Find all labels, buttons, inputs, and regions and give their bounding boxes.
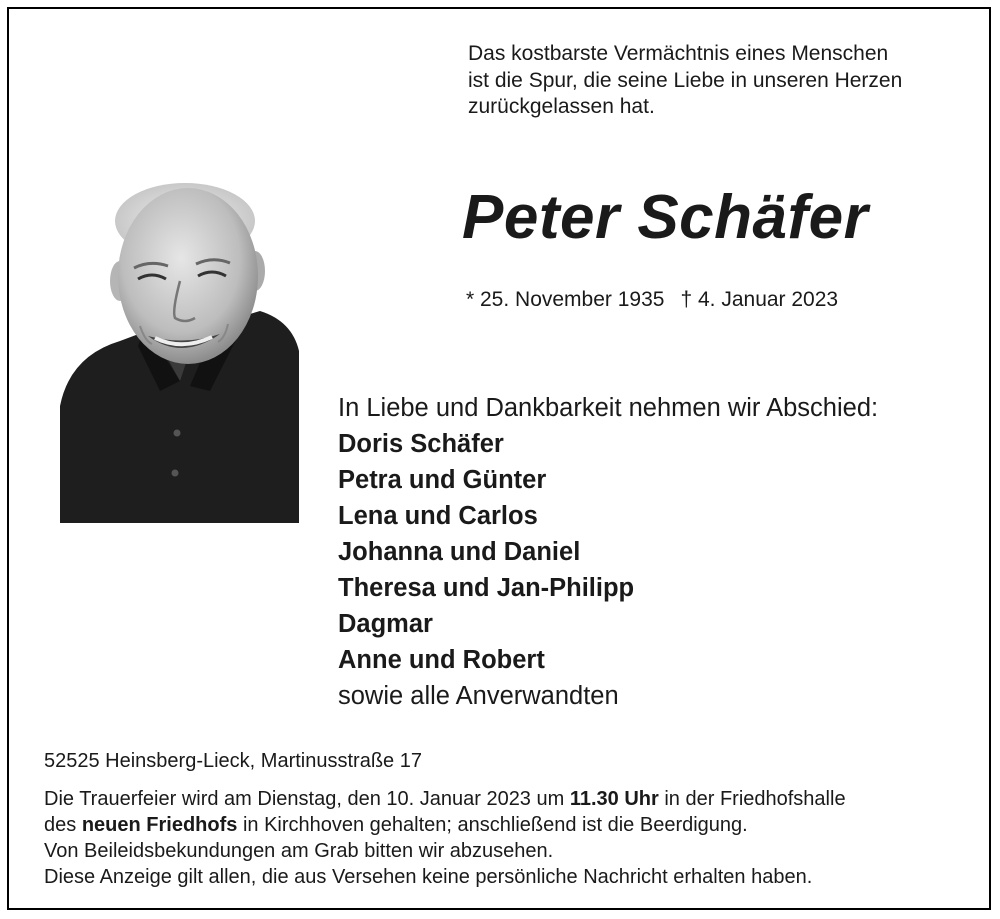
quote-line: Das kostbarste Vermächtnis eines Menschen — [468, 42, 889, 65]
portrait-photo — [60, 176, 299, 523]
mourner-name: Petra und Günter — [338, 466, 547, 494]
family-address: 52525 Heinsberg-Lieck, Martinusstraße 17 — [44, 750, 422, 772]
mourners-closing: sowie alle Anverwandten — [338, 682, 619, 710]
funeral-text: Die Trauerfeier wird am Dienstag, den 10. Januar 2023 um — [44, 788, 570, 810]
death-date: † 4. Januar 2023 — [680, 288, 839, 311]
mourners-list — [338, 390, 878, 714]
birth-date: * 25. November 1935 — [466, 288, 665, 311]
funeral-line — [44, 812, 846, 838]
condolence-note: Von Beileidsbekundungen am Grab bitten wir abzusehen. — [44, 840, 554, 862]
mourner-name: Anne und Robert — [338, 646, 545, 674]
memorial-quote — [468, 41, 902, 121]
quote-line: ist die Spur, die seine Liebe in unseren Herzen — [468, 68, 903, 92]
mourner-name: Johanna und Daniel — [338, 538, 581, 566]
funeral-line — [44, 786, 846, 812]
notice-disclaimer: Diese Anzeige gilt allen, die aus Versehen keine persönliche Nachricht erhalten haben. — [44, 866, 813, 888]
funeral-text: in Kirchhoven gehalten; anschließend ist die Beerdigung. — [237, 814, 748, 836]
mourner-name: Doris Schäfer — [338, 430, 504, 458]
mourner-name: Lena und Carlos — [338, 502, 538, 530]
life-dates — [466, 288, 838, 312]
mourner-name: Dagmar — [338, 610, 433, 638]
funeral-text: in der Friedhofshalle — [658, 788, 846, 810]
mourner-name: Theresa und Jan-Philipp — [338, 574, 635, 602]
mourners-intro: In Liebe und Dankbarkeit nehmen wir Abschied: — [338, 394, 879, 422]
deceased-name: Peter Schäfer — [462, 183, 869, 252]
funeral-time: 11.30 Uhr — [569, 788, 659, 810]
quote-line: zurückgelassen hat. — [468, 95, 655, 118]
funeral-info — [44, 786, 846, 890]
funeral-place: neuen Friedhofs — [81, 814, 238, 836]
funeral-text: des — [44, 814, 82, 836]
